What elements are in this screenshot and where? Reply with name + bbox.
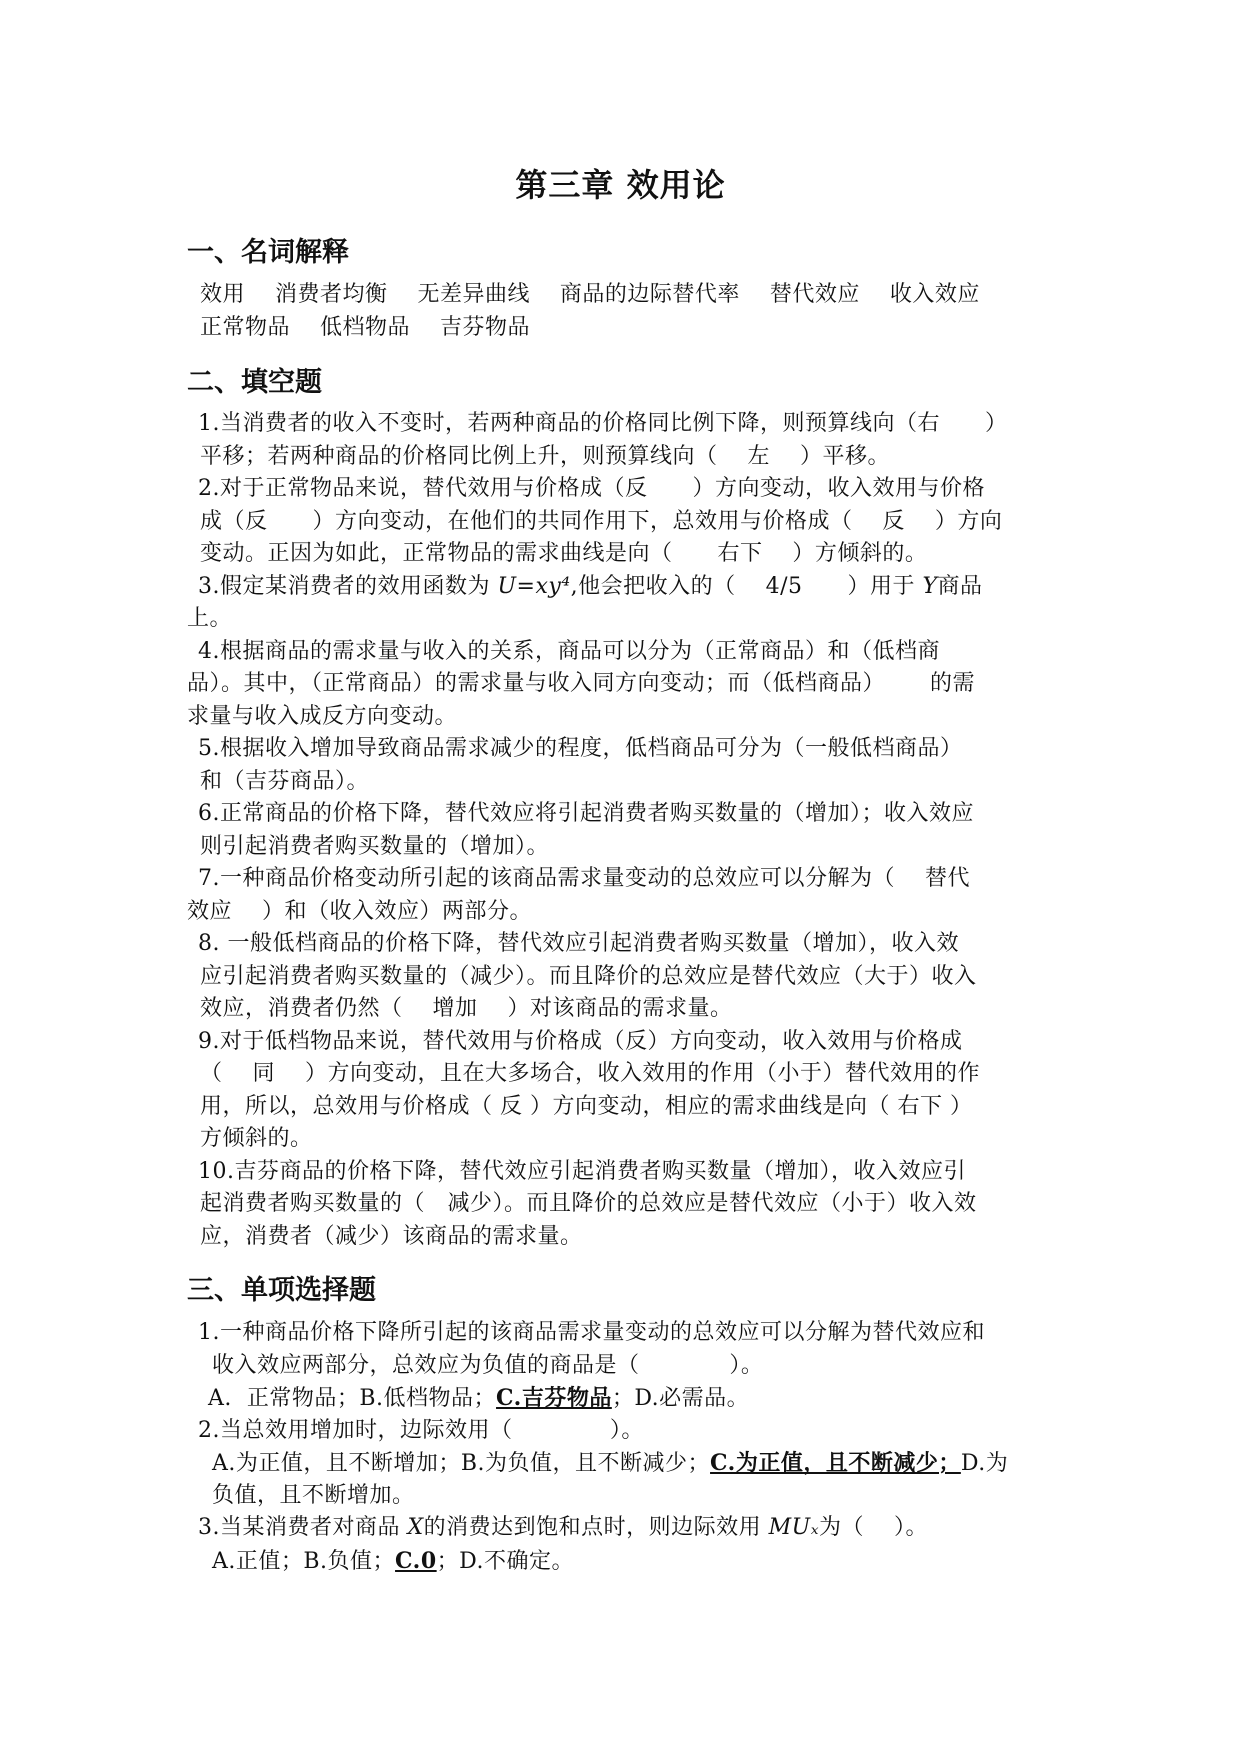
fill-q8-line-3: 效应，消费者仍然（ 增加 ）对该商品的需求量。 bbox=[200, 996, 733, 1021]
fill-q10-line-3: 应，消费者（减少）该商品的需求量。 bbox=[200, 1224, 583, 1249]
fill-q6-line-2: 则引起消费者购买数量的（增加）。 bbox=[200, 834, 550, 859]
fill-q6-line-1: 6.正常商品的价格下降，替代效应将引起消费者购买数量的（增加）；收入效应 bbox=[198, 801, 974, 826]
section-heading-terms: 一、名词解释 bbox=[187, 237, 349, 268]
fill-q7-line-2: 效应 ）和（收入效应）两部分。 bbox=[187, 899, 532, 924]
choice-q3-text-post: 为（ ）。 bbox=[819, 1515, 929, 1540]
fill-q5-line-1: 5.根据收入增加导致商品需求减少的程度，低档商品可分为（一般低档商品） bbox=[198, 736, 963, 761]
fill-q3-text-post: ,他会把收入的（ 4/5 ）用于 bbox=[570, 574, 923, 599]
fill-q8-line-2: 应引起消费者购买数量的（减少）。而且降价的总效应是替代效应（大于）收入 bbox=[200, 964, 977, 989]
choice-q2-line-3: 负值，且不断增加。 bbox=[212, 1483, 415, 1508]
choice-q3-options bbox=[212, 1546, 574, 1577]
fill-q5-line-2: 和（吉芬商品）。 bbox=[200, 769, 370, 794]
fill-q8-line-1: 8. 一般低档商品的价格下降，替代效应引起消费者购买数量（增加），收入效 bbox=[198, 931, 959, 956]
terms-line-1: 效用 消费者均衡 无差异曲线 商品的边际替代率 替代效应 收入效应 bbox=[200, 282, 980, 307]
fill-q4-line-2: 品）。其中，（正常商品）的需求量与收入同方向变动；而（低档商品） 的需 bbox=[187, 671, 975, 696]
fill-q3-line-2: 上。 bbox=[187, 606, 233, 631]
choice-q1-options-post: ；D.必需品。 bbox=[611, 1386, 750, 1411]
fill-q4-line-1: 4.根据商品的需求量与收入的关系，商品可以分为（正常商品）和（低档商 bbox=[198, 639, 940, 664]
variable-y: Y bbox=[922, 574, 938, 599]
choice-q1-answer: C.吉芬物品 bbox=[496, 1385, 612, 1411]
choice-q3-line-1 bbox=[198, 1513, 928, 1543]
choice-q2-options bbox=[212, 1448, 1008, 1479]
fill-q10-line-2: 起消费者购买数量的（ 减少）。而且降价的总效应是替代效应（小于）收入效 bbox=[200, 1191, 977, 1216]
section-heading-fill-blanks: 二、填空题 bbox=[187, 367, 322, 398]
variable-x: X bbox=[407, 1515, 424, 1540]
fill-q9-line-2: （ 同 ）方向变动，且在大多场合，收入效用的作用（小于）替代效用的作 bbox=[200, 1061, 980, 1086]
marginal-utility-symbol: MUₓ bbox=[768, 1515, 820, 1540]
choice-q3-text-pre: 3.当某消费者对商品 bbox=[198, 1515, 408, 1540]
choice-q3-text-mid: 的消费达到饱和点时，则边际效用 bbox=[423, 1515, 769, 1540]
fill-q3-text-end: 商品 bbox=[937, 574, 983, 599]
choice-q1-options-pre: A. 正常物品；B.低档物品； bbox=[208, 1386, 497, 1411]
fill-q1-line-2: 平移；若两种商品的价格同比例上升，则预算线向（ 左 ）平移。 bbox=[200, 444, 890, 469]
choice-q1-line-2: 收入效应两部分，总效应为负值的商品是（ ）。 bbox=[212, 1353, 764, 1378]
fill-q2-line-3: 变动。正因为如此，正常物品的需求曲线是向（ 右下 ）方倾斜的。 bbox=[200, 541, 928, 566]
terms-line-2: 正常物品 低档物品 吉芬物品 bbox=[200, 315, 530, 340]
choice-q2-answer: C.为正值，且不断减少； bbox=[710, 1450, 961, 1476]
fill-q4-line-3: 求量与收入成反方向变动。 bbox=[187, 704, 458, 729]
fill-q2-line-2: 成（反 ）方向变动，在他们的共同作用下，总效用与价格成（ 反 ）方向 bbox=[200, 509, 1003, 534]
fill-q1-line-1: 1.当消费者的收入不变时，若两种商品的价格同比例下降，则预算线向（右 ） bbox=[198, 411, 1008, 436]
fill-q2-line-1: 2.对于正常物品来说，替代效用与价格成（反 ）方向变动，收入效用与价格 bbox=[198, 476, 985, 501]
choice-q1-options bbox=[208, 1383, 749, 1414]
page-title: 第三章 效用论 bbox=[515, 166, 726, 204]
choice-q3-options-post: ；D.不确定。 bbox=[436, 1549, 574, 1574]
choice-q1-line-1: 1.一种商品价格下降所引起的该商品需求量变动的总效应可以分解为替代效应和 bbox=[198, 1320, 985, 1345]
choice-q3-answer: C.0 bbox=[395, 1548, 437, 1574]
choice-q2-options-pre: A.为正值，且不断增加；B.为负值，且不断减少； bbox=[212, 1451, 711, 1476]
fill-q9-line-4: 方倾斜的。 bbox=[200, 1126, 313, 1151]
fill-q9-line-3: 用，所以，总效用与价格成（ 反 ）方向变动，相应的需求曲线是向（ 右下 ） bbox=[200, 1094, 973, 1119]
fill-q3-text-pre: 3.假定某消费者的效用函数为 bbox=[198, 574, 498, 599]
fill-q9-line-1: 9.对于低档物品来说，替代效用与价格成（反）方向变动，收入效用与价格成 bbox=[198, 1029, 963, 1054]
choice-q2-options-post: D.为 bbox=[960, 1451, 1009, 1476]
fill-q3-line-1 bbox=[198, 572, 983, 602]
utility-formula: U=xy⁴ bbox=[497, 574, 571, 599]
choice-q3-options-pre: A.正值；B.负值； bbox=[212, 1549, 396, 1574]
fill-q10-line-1: 10.吉芬商品的价格下降，替代效应引起消费者购买数量（增加），收入效应引 bbox=[198, 1159, 966, 1184]
choice-q2-line-1: 2.当总效用增加时，边际效用（ ）。 bbox=[198, 1418, 644, 1443]
section-heading-single-choice: 三、单项选择题 bbox=[187, 1275, 376, 1306]
fill-q7-line-1: 7.一种商品价格变动所引起的该商品需求量变动的总效应可以分解为（ 替代 bbox=[198, 866, 970, 891]
